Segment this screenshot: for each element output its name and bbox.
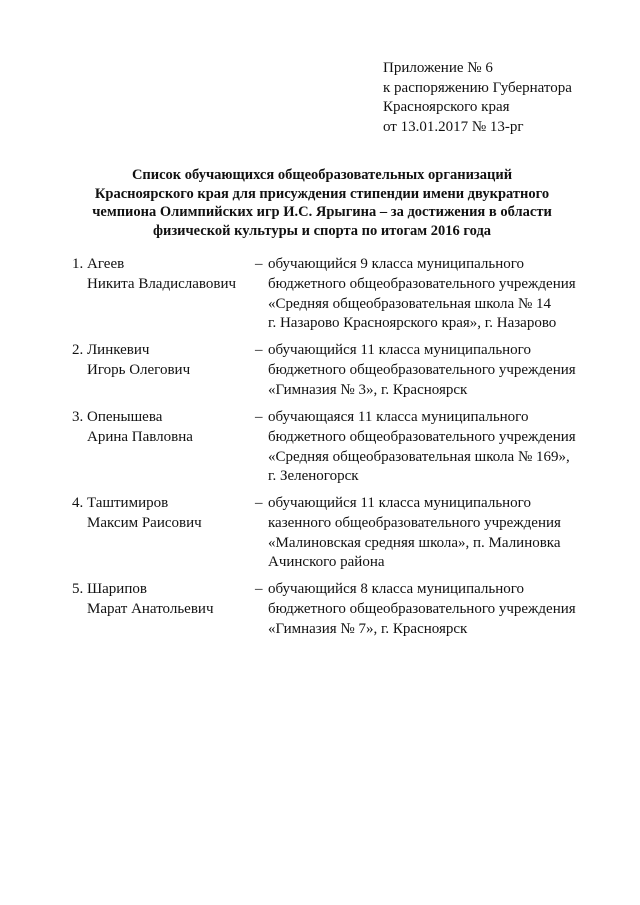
list-item-number: 3. xyxy=(72,409,84,425)
student-name xyxy=(87,580,214,620)
student-given-names: Марат Анатольевич xyxy=(87,600,214,617)
description-line: обучающийся 11 класса муниципального xyxy=(268,342,531,358)
title-line: чемпиона Олимпийских игр И.С. Ярыгина – за достижения в области xyxy=(92,204,552,221)
description-line: «Средняя общеобразовательная школа № 169», xyxy=(268,448,570,465)
appendix-number: Приложение № 6 xyxy=(383,60,493,76)
description-line: «Гимназия № 3», г. Красноярск xyxy=(268,381,468,398)
description-line: обучающийся 9 класса муниципального xyxy=(268,256,525,272)
appendix-region: Красноярского края xyxy=(383,99,510,115)
title-line: Красноярского края для присуждения стипендии имени двукратного xyxy=(94,185,550,202)
description-line: г. Назарово Красноярского края», г. Назарово xyxy=(268,315,557,332)
dash-separator: – xyxy=(255,256,263,272)
student-name xyxy=(87,255,236,295)
student-description xyxy=(268,580,628,639)
student-given-names: Никита Владиславович xyxy=(87,275,237,292)
dash-separator: – xyxy=(255,581,263,597)
student-given-names: Арина Павловна xyxy=(87,428,193,445)
description-line: бюджетного общеобразовательного учреждения xyxy=(268,275,576,292)
student-description xyxy=(268,408,628,487)
student-description xyxy=(268,341,628,400)
student-name xyxy=(87,494,202,534)
dash-separator: – xyxy=(255,409,263,425)
list-item-number: 5. xyxy=(72,581,84,597)
description-line: бюджетного общеобразовательного учреждения xyxy=(268,361,576,378)
description-line: «Малиновская средняя школа», п. Малиновка xyxy=(268,534,561,551)
description-line: г. Зеленогорск xyxy=(268,468,359,485)
student-surname: Таштимиров xyxy=(87,495,169,511)
description-line: бюджетного общеобразовательного учреждения xyxy=(268,600,576,617)
description-line: «Гимназия № 7», г. Красноярск xyxy=(268,620,468,637)
student-given-names: Игорь Олегович xyxy=(87,361,191,378)
title-line: физической культуры и спорта по итогам 2016 года xyxy=(152,222,492,239)
student-surname: Опенышева xyxy=(87,409,163,425)
appendix-date: от 13.01.2017 № 13-рг xyxy=(383,118,524,135)
description-line: обучающаяся 11 класса муниципального xyxy=(268,409,529,425)
appendix-header xyxy=(383,59,623,137)
appendix-order-ref: к распоряжению Губернатора xyxy=(383,79,572,96)
description-line: казенного общеобразовательного учреждения xyxy=(268,514,561,531)
student-given-names: Максим Раисович xyxy=(87,514,202,531)
description-line: Ачинского района xyxy=(268,554,385,571)
student-description xyxy=(268,494,628,573)
list-item-number: 4. xyxy=(72,495,84,511)
dash-separator: – xyxy=(255,342,263,358)
student-surname: Линкевич xyxy=(87,342,150,358)
description-line: «Средняя общеобразовательная школа № 14 xyxy=(268,295,552,312)
student-name xyxy=(87,408,193,448)
student-description xyxy=(268,255,628,334)
description-line: бюджетного общеобразовательного учреждения xyxy=(268,428,576,445)
description-line: обучающийся 11 класса муниципального xyxy=(268,495,531,511)
description-line: обучающийся 8 класса муниципального xyxy=(268,581,525,597)
student-surname: Агеев xyxy=(87,256,125,272)
document-title xyxy=(62,166,582,240)
dash-separator: – xyxy=(255,495,263,511)
title-line: Список обучающихся общеобразовательных организаций xyxy=(131,167,513,183)
student-name xyxy=(87,341,190,381)
list-item-number: 2. xyxy=(72,342,84,358)
list-item-number: 1. xyxy=(72,256,84,272)
student-surname: Шарипов xyxy=(87,581,147,597)
